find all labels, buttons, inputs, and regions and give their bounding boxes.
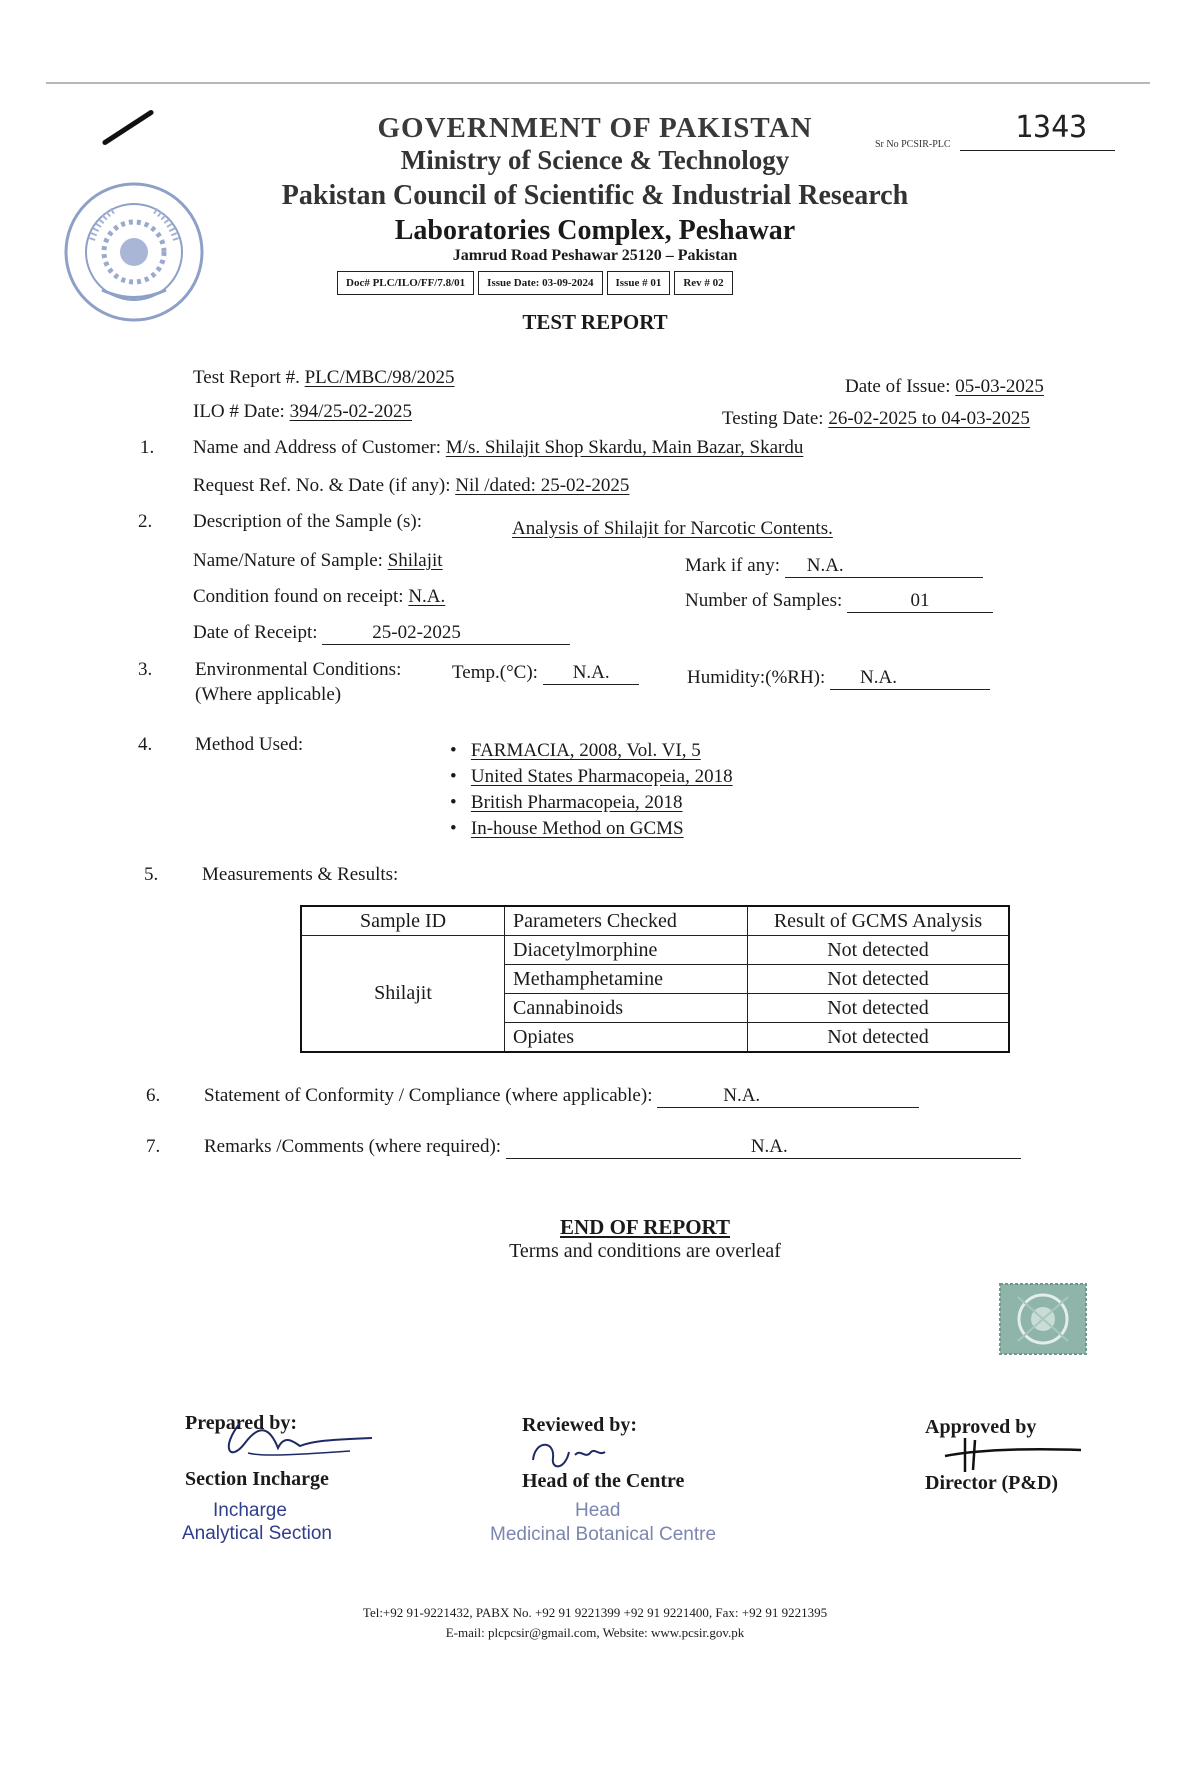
request-value: Nil /dated: 25-02-2025 xyxy=(455,475,630,496)
description-label: Description of the Sample (s): xyxy=(193,511,423,532)
method-item: • United States Pharmacopeia, 2018 xyxy=(450,766,733,787)
temp-label: Temp.(°C): xyxy=(452,662,538,683)
temp-value: N.A. xyxy=(543,662,639,685)
conformity-row xyxy=(204,1085,919,1108)
method-item: • FARMACIA, 2008, Vol. VI, 5 xyxy=(450,740,701,761)
description-value: Analysis of Shilajit for Narcotic Contents. xyxy=(512,518,833,539)
item-number-7: 7. xyxy=(146,1136,161,1157)
receipt-label: Date of Receipt: xyxy=(193,622,318,643)
result-cell: Not detected xyxy=(748,936,1010,965)
method-name: FARMACIA, 2008, Vol. VI, 5 xyxy=(470,740,701,761)
sample-name-row xyxy=(193,550,443,572)
doc-number: Doc# PLC/ILO/FF/7.8/01 xyxy=(337,271,474,295)
parameter-cell: Methamphetamine xyxy=(505,965,748,994)
prepared-signature xyxy=(200,1418,375,1468)
sample-id-cell: Shilajit xyxy=(301,936,505,1053)
council-heading: Pakistan Council of Scientific & Industrial Research xyxy=(281,180,909,211)
ministry-heading: Ministry of Science & Technology xyxy=(400,145,790,175)
remarks-value: N.A. xyxy=(506,1136,1021,1159)
reviewed-by-label: Reviewed by: xyxy=(522,1414,637,1436)
sample-name-label: Name/Nature of Sample: xyxy=(193,550,383,571)
receipt-row xyxy=(193,622,570,645)
prepared-role: Section Incharge xyxy=(185,1468,329,1490)
parameter-cell: Opiates xyxy=(505,1023,748,1053)
footer-contact: Tel:+92 91-9221432, PABX No. +92 91 9221399 +92 91 9221400, Fax: +92 91 9221395 xyxy=(362,1605,828,1620)
method-item: • British Pharmacopeia, 2018 xyxy=(450,792,683,813)
approved-signature xyxy=(935,1436,1085,1476)
method-name: United States Pharmacopeia, 2018 xyxy=(470,766,733,787)
ilo-value: 394/25-02-2025 xyxy=(289,401,412,422)
customer-value: M/s. Shilajit Shop Skardu, Main Bazar, Skardu xyxy=(445,437,804,458)
num-samples-value: 01 xyxy=(847,590,993,613)
remarks-row xyxy=(204,1136,1021,1159)
header-result: Result of GCMS Analysis xyxy=(748,906,1010,936)
reviewed-role: Head of the Centre xyxy=(522,1470,685,1492)
gov-heading: GOVERNMENT OF PAKISTAN xyxy=(377,112,813,144)
terms-note: Terms and conditions are overleaf xyxy=(509,1240,781,1262)
conformity-label: Statement of Conformity / Compliance (where applicable): xyxy=(204,1085,653,1106)
humidity-row xyxy=(687,667,990,690)
result-cell: Not detected xyxy=(748,1023,1010,1053)
doc-meta-row xyxy=(337,271,737,295)
env-label: Environmental Conditions: xyxy=(195,659,402,680)
mark-label: Mark if any: xyxy=(685,555,780,576)
revenue-stamp-icon xyxy=(998,1282,1088,1356)
mark-value: N.A. xyxy=(785,555,983,578)
result-cell: Not detected xyxy=(748,994,1010,1023)
customer-row xyxy=(193,437,803,459)
item-number-3: 3. xyxy=(138,659,153,680)
method-name: British Pharmacopeia, 2018 xyxy=(470,792,683,813)
condition-row xyxy=(193,586,445,608)
item-number-1: 1. xyxy=(140,437,155,458)
result-cell: Not detected xyxy=(748,965,1010,994)
condition-label: Condition found on receipt: xyxy=(193,586,404,607)
doc-issue-number: Issue # 01 xyxy=(607,271,671,295)
ilo-row xyxy=(193,401,412,423)
test-report-label: Test Report #. xyxy=(193,367,300,388)
header-sample-id: Sample ID xyxy=(301,906,505,936)
approved-by-label: Approved by xyxy=(925,1416,1037,1438)
num-samples-label: Number of Samples: xyxy=(685,590,843,611)
method-name: In-house Method on GCMS xyxy=(470,818,684,839)
num-samples-row xyxy=(685,590,993,613)
temp-row xyxy=(452,662,639,685)
humidity-value: N.A. xyxy=(830,667,990,690)
reviewed-stamp-line2: Medicinal Botanical Centre xyxy=(490,1524,717,1545)
receipt-value: 25-02-2025 xyxy=(322,622,570,645)
lab-address: Jamrud Road Peshawar 25120 – Pakistan xyxy=(452,247,738,264)
date-of-issue-label: Date of Issue: xyxy=(845,376,951,397)
serial-number: 1343 xyxy=(1015,110,1088,145)
results-header-row xyxy=(301,906,1009,936)
item-number-6: 6. xyxy=(146,1085,161,1106)
date-of-issue-row xyxy=(845,376,1044,398)
request-label: Request Ref. No. & Date (if any): xyxy=(193,475,451,496)
test-report-number: PLC/MBC/98/2025 xyxy=(304,367,455,388)
table-row xyxy=(301,936,1009,965)
prepared-by-label: Prepared by: xyxy=(185,1412,298,1434)
env-note: (Where applicable) xyxy=(195,684,342,705)
request-row xyxy=(193,475,629,497)
doc-revision: Rev # 02 xyxy=(674,271,732,295)
method-label: Method Used: xyxy=(195,734,304,755)
testing-date-row xyxy=(722,408,1030,430)
doc-issue-date: Issue Date: 03-09-2024 xyxy=(478,271,602,295)
serial-label: Sr No PCSIR-PLC xyxy=(875,139,951,150)
prepared-stamp-line2: Analytical Section xyxy=(182,1523,332,1544)
approved-role: Director (P&D) xyxy=(925,1472,1059,1494)
customer-label: Name and Address of Customer: xyxy=(193,437,442,458)
humidity-label: Humidity:(%RH): xyxy=(687,667,826,688)
remarks-label: Remarks /Comments (where required): xyxy=(204,1136,502,1157)
lab-heading: Laboratories Complex, Peshawar xyxy=(394,215,796,246)
reviewed-stamp-line1: Head xyxy=(575,1500,621,1521)
results-table xyxy=(300,905,1010,1053)
end-of-report: END OF REPORT xyxy=(560,1215,730,1239)
serial-underline xyxy=(960,150,1115,151)
condition-value: N.A. xyxy=(408,586,446,607)
parameter-cell: Diacetylmorphine xyxy=(505,936,748,965)
report-title: TEST REPORT xyxy=(522,310,668,334)
test-report-row xyxy=(193,367,455,389)
footer-email: E-mail: plcpcsir@gmail.com, Website: www.pcsir.gov.pk xyxy=(445,1625,745,1640)
measurements-label: Measurements & Results: xyxy=(202,864,399,885)
parameter-cell: Cannabinoids xyxy=(505,994,748,1023)
top-rule xyxy=(46,82,1150,84)
testing-date-value: 26-02-2025 to 04-03-2025 xyxy=(828,408,1030,429)
item-number-4: 4. xyxy=(138,734,153,755)
sample-name-value: Shilajit xyxy=(387,550,443,571)
method-item: • In-house Method on GCMS xyxy=(450,818,684,839)
conformity-value: N.A. xyxy=(657,1085,919,1108)
item-number-2: 2. xyxy=(138,511,153,532)
prepared-stamp-line1: Incharge xyxy=(213,1500,287,1521)
item-number-5: 5. xyxy=(144,864,159,885)
mark-row xyxy=(685,555,983,578)
date-of-issue-value: 05-03-2025 xyxy=(955,376,1044,397)
testing-date-label: Testing Date: xyxy=(722,408,824,429)
ilo-label: ILO # Date: xyxy=(193,401,285,422)
header-parameters: Parameters Checked xyxy=(505,906,748,936)
